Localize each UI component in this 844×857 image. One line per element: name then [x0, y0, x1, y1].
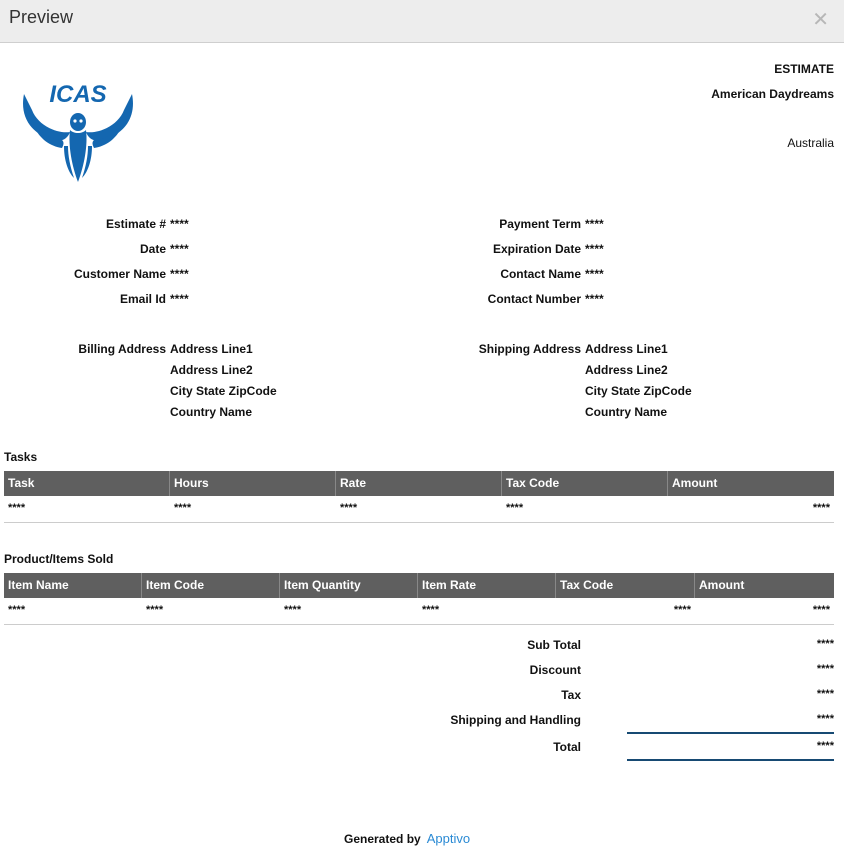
shipping-address-label: Shipping Address [478, 342, 581, 356]
contact-name-label: Contact Name [500, 267, 581, 281]
customer-name-label: Customer Name [73, 267, 166, 281]
payment-term-value: **** [585, 217, 604, 231]
total-rule-top [627, 732, 834, 734]
shipping-handling-label: Shipping and Handling [450, 713, 581, 727]
estimate-number-value: **** [170, 217, 189, 231]
tasks-table-header [4, 471, 834, 496]
column-header-item-code: Item Code [142, 573, 280, 598]
total-value: **** [816, 740, 834, 752]
discount-label: Discount [529, 663, 581, 677]
company-logo [18, 80, 138, 184]
billing-address-label: Billing Address [78, 342, 166, 356]
table-row [4, 497, 834, 523]
billing-address-line: City State ZipCode [170, 384, 277, 398]
generated-by-label: Generated by [344, 831, 421, 846]
close-icon[interactable]: ✕ [812, 9, 829, 31]
company-country: Australia [787, 136, 834, 150]
column-header-item-quantity: Item Quantity [280, 573, 418, 598]
item-name-cell: **** [8, 604, 26, 616]
column-header-item-rate: Item Rate [418, 573, 556, 598]
item-quantity-cell: **** [284, 604, 302, 616]
column-header-hours: Hours [170, 471, 336, 496]
contact-number-label: Contact Number [487, 292, 581, 306]
column-header-item-name: Item Name [4, 573, 142, 598]
shipping-address-line: City State ZipCode [585, 384, 692, 398]
column-header-amount: Amount [699, 578, 745, 592]
column-header-tax-code: Tax Code [502, 471, 668, 496]
sub-total-label: Sub Total [527, 638, 581, 652]
billing-address-line: Address Line2 [170, 363, 253, 377]
payment-term-label: Payment Term [499, 217, 581, 231]
sub-total-value: **** [816, 638, 834, 650]
tax-value: **** [816, 688, 834, 700]
date-label: Date [139, 242, 166, 256]
apptivo-logo: Apptivo [426, 831, 471, 846]
task-cell: **** [8, 502, 26, 514]
column-header-amount: Amount [672, 476, 718, 490]
column-header-rate: Rate [336, 471, 502, 496]
tax-code-cell: **** [673, 604, 691, 616]
email-id-value: **** [170, 292, 189, 306]
item-code-cell: **** [146, 604, 164, 616]
shipping-address-line: Address Line1 [585, 342, 668, 356]
estimate-number-label: Estimate # [105, 217, 166, 231]
amount-cell: **** [812, 604, 830, 616]
email-id-label: Email Id [119, 292, 166, 306]
table-row [4, 599, 834, 625]
products-table-header [4, 573, 834, 598]
rate-cell: **** [340, 502, 358, 514]
customer-name-value: **** [170, 267, 189, 281]
contact-number-value: **** [585, 292, 604, 306]
tasks-title: Tasks [4, 450, 38, 464]
hours-cell: **** [174, 502, 192, 514]
svg-text:ICAS: ICAS [49, 81, 107, 108]
date-value: **** [170, 242, 189, 256]
contact-name-value: **** [585, 267, 604, 281]
company-name: American Daydreams [711, 87, 834, 101]
preview-titlebar [0, 0, 844, 43]
window-title: Preview [9, 7, 74, 27]
footer [344, 831, 470, 846]
amount-cell: **** [812, 502, 830, 514]
expiration-date-value: **** [585, 242, 604, 256]
column-header-task: Task [4, 471, 170, 496]
expiration-date-label: Expiration Date [492, 242, 581, 256]
tax-code-cell: **** [506, 502, 524, 514]
shipping-address-line: Address Line2 [585, 363, 668, 377]
tax-label: Tax [561, 688, 581, 702]
products-title: Product/Items Sold [4, 552, 114, 566]
document-type: ESTIMATE [774, 62, 834, 76]
total-label: Total [553, 740, 581, 754]
billing-address-line: Country Name [170, 405, 253, 419]
discount-value: **** [816, 663, 834, 675]
shipping-address-line: Country Name [585, 405, 668, 419]
total-rule-bottom [627, 759, 834, 761]
column-header-tax-code: Tax Code [556, 573, 695, 598]
billing-address-line: Address Line1 [170, 342, 253, 356]
item-rate-cell: **** [422, 604, 440, 616]
shipping-handling-value: **** [816, 713, 834, 725]
